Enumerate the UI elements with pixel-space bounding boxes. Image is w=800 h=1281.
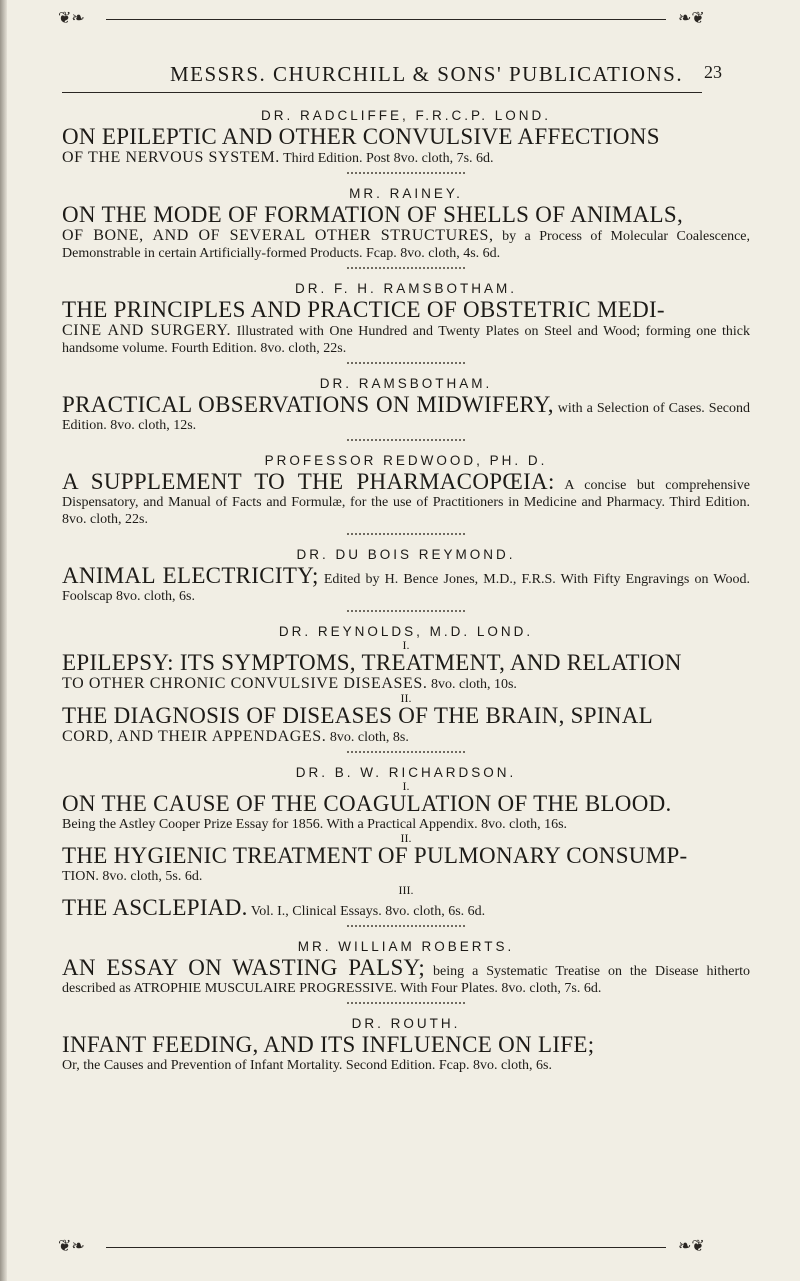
book-subtitle: OF BONE, AND OF SEVERAL OTHER STRUCTURES, xyxy=(62,227,494,244)
book-title: INFANT FEEDING, AND ITS INFLUENCE ON LIFE; xyxy=(62,1032,595,1057)
book-details: 8vo. cloth, 8s. xyxy=(329,730,409,745)
volume-numeral: III. xyxy=(398,883,414,897)
author-name: DR. ROUTH. xyxy=(351,1016,461,1031)
ornament-flourish-icon: ❦❧ xyxy=(58,10,85,27)
book-details: Illustrated with One Hundred and Twenty Plates on Steel and Wood; forming one thick handsome volume. Fourth Edition. 8vo. cloth, 22s. xyxy=(62,324,751,356)
book-title: A SUPPLEMENT TO THE PHARMACOPŒIA: xyxy=(62,469,555,494)
book-title: THE DIAGNOSIS OF DISEASES OF THE BRAIN, SPINAL xyxy=(62,703,653,728)
book-details: Or, the Causes and Prevention of Infant Mortality. Second Edition. Fcap. 8vo. cloth, 6s. xyxy=(62,1058,552,1073)
book-title: AN ESSAY ON WASTING PALSY; xyxy=(62,955,426,980)
list-item xyxy=(62,186,750,269)
author-name: DR. RADCLIFFE, F.R.C.P. LOND. xyxy=(260,108,552,123)
book-subtitle: CINE AND SURGERY. xyxy=(62,322,232,339)
list-item xyxy=(62,376,750,441)
bottom-ornament xyxy=(58,1236,758,1260)
divider xyxy=(347,531,465,535)
book-subtitle: CORD, AND THEIR APPENDAGES. xyxy=(62,728,327,745)
author-name: DR. F. H. RAMSBOTHAM. xyxy=(294,281,517,296)
divider xyxy=(347,1000,465,1004)
book-details: Edited by H. Bence Jones, M.D., F.R.S. With Fifty Engravings on Wood. Foolscap 8vo. cloth, 6s. xyxy=(62,572,750,604)
divider xyxy=(347,360,465,364)
list-item xyxy=(62,624,750,753)
ornament-flourish-icon: ❧❦ xyxy=(678,10,705,27)
book-title: EPILEPSY: ITS SYMPTOMS, TREATMENT, AND RELATION xyxy=(62,650,682,675)
book-title: THE PRINCIPLES AND PRACTICE OF OBSTETRIC MEDI- xyxy=(62,297,665,322)
book-details: Being the Astley Cooper Prize Essay for 1856. With a Practical Appendix. 8vo. cloth, 16s. xyxy=(62,817,568,832)
list-item xyxy=(62,939,750,1004)
book-details: Third Edition. Post 8vo. cloth, 7s. 6d. xyxy=(283,151,494,166)
book-title: PRACTICAL OBSERVATIONS ON MIDWIFERY, xyxy=(62,392,554,417)
book-title: ON THE MODE OF FORMATION OF SHELLS OF ANIMALS, xyxy=(62,202,684,227)
volume-numeral: II. xyxy=(400,691,412,705)
book-details: A concise but comprehensive Dispensatory, and Manual of Facts and Formulæ, for the use of Practitioners in Medicine and Pharmacy. Third Edition. 8vo. cloth, 22s. xyxy=(62,478,751,527)
author-name: PROFESSOR REDWOOD, PH. D. xyxy=(264,453,548,468)
divider xyxy=(347,170,465,174)
book-title: THE ASCLEPIAD. xyxy=(62,895,248,920)
header-rule xyxy=(62,92,702,93)
ornament-line xyxy=(106,1247,666,1248)
author-name: DR. B. W. RICHARDSON. xyxy=(295,765,517,780)
divider xyxy=(347,749,465,753)
list-item xyxy=(62,765,750,927)
author-name: MR. WILLIAM ROBERTS. xyxy=(297,939,515,954)
book-details: 8vo. cloth, 10s. xyxy=(430,677,517,692)
book-details: with a Selection of Cases. Second Edition. 8vo. cloth, 12s. xyxy=(62,401,750,433)
volume-numeral: I. xyxy=(402,638,410,652)
list-item xyxy=(62,1016,750,1074)
page-number: 23 xyxy=(704,62,722,82)
volume-numeral: II. xyxy=(400,831,412,845)
author-name: DR. DU BOIS REYMOND. xyxy=(296,547,516,562)
book-details: Vol. I., Clinical Essays. 8vo. cloth, 6s. 6d. xyxy=(250,904,486,919)
book-details: TION. 8vo. cloth, 5s. 6d. xyxy=(62,869,203,884)
list-item xyxy=(62,281,750,364)
book-details: by a Process of Molecular Coalescence, Demonstrable in certain Artificially-formed Products. Fcap. 8vo. cloth, 4s. 6d. xyxy=(62,229,751,261)
book-title: ON THE CAUSE OF THE COAGULATION OF THE BLOOD. xyxy=(62,791,672,816)
running-header: MESSRS. CHURCHILL & SONS' PUBLICATIONS. xyxy=(170,62,684,86)
ornament-line xyxy=(106,19,666,20)
author-name: DR. RAMSBOTHAM. xyxy=(319,376,493,391)
book-title: ANIMAL ELECTRICITY; xyxy=(62,563,319,588)
ornament-flourish-icon: ❧❦ xyxy=(678,1238,705,1255)
book-title: THE HYGIENIC TREATMENT OF PULMONARY CONSUMP- xyxy=(62,843,688,868)
author-name: MR. RAINEY. xyxy=(349,186,463,201)
list-item xyxy=(62,547,750,612)
list-item xyxy=(62,108,750,174)
book-title: ON EPILEPTIC AND OTHER CONVULSIVE AFFECTIONS xyxy=(62,124,660,149)
divider xyxy=(347,265,465,269)
publication-list xyxy=(62,108,750,1086)
author-name: DR. REYNOLDS, M.D. LOND. xyxy=(278,624,534,639)
page-edge-shadow xyxy=(0,0,7,1281)
book-details: being a Systematic Treatise on the Disease hitherto described as ATROPHIE MUSCULAIRE PROGRESSIVE. With Four Plates. 8vo. cloth, 7s. 6d. xyxy=(62,964,751,996)
ornament-flourish-icon: ❦❧ xyxy=(58,1238,85,1255)
book-subtitle: TO OTHER CHRONIC CONVULSIVE DISEASES. xyxy=(62,675,428,692)
divider xyxy=(347,437,465,441)
divider xyxy=(347,608,465,612)
book-subtitle: OF THE NERVOUS SYSTEM. xyxy=(62,149,280,166)
divider xyxy=(347,923,465,927)
volume-numeral: I. xyxy=(402,779,410,793)
list-item xyxy=(62,453,750,535)
top-ornament xyxy=(58,8,758,32)
